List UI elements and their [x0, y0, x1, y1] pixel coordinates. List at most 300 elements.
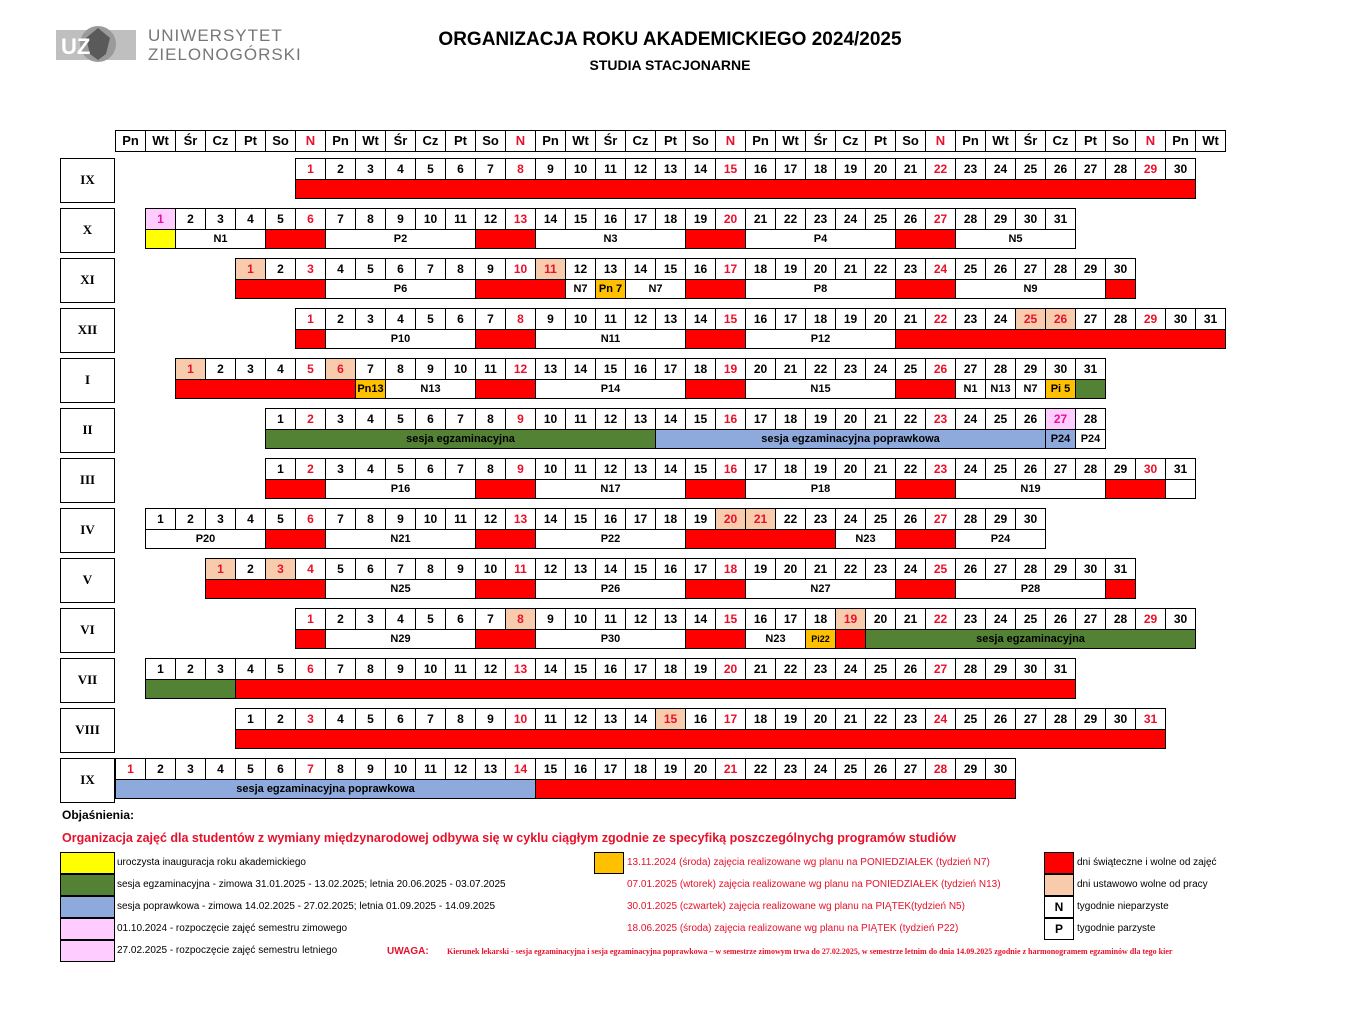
day-cell: 13 [595, 708, 626, 730]
day-cell: 19 [805, 408, 836, 430]
period-bar-blank [685, 479, 746, 499]
day-cell: 26 [1015, 458, 1046, 480]
day-cell: 4 [235, 208, 266, 230]
weekday-header: So [265, 130, 296, 152]
day-cell: 17 [625, 508, 656, 530]
day-cell: 18 [655, 658, 686, 680]
day-cell: 1 [265, 458, 296, 480]
day-cell: 23 [925, 408, 956, 430]
period-bar-blank [1075, 379, 1106, 399]
day-cell: 28 [1015, 558, 1046, 580]
day-cell: 10 [535, 458, 566, 480]
day-cell: 20 [865, 158, 896, 180]
period-bar: N7 [1015, 379, 1046, 399]
weekday-header: Wt [145, 130, 176, 152]
day-cell: 13 [565, 558, 596, 580]
day-cell: 11 [445, 208, 476, 230]
day-cell: 26 [985, 708, 1016, 730]
period-bar: N13 [985, 379, 1016, 399]
day-cell: 14 [565, 358, 596, 380]
day-cell: 20 [685, 758, 716, 780]
day-cell: 30 [1045, 358, 1076, 380]
day-cell: 3 [205, 508, 236, 530]
period-bar-blank [475, 629, 536, 649]
period-bar-blank [685, 579, 746, 599]
day-cell: 15 [685, 408, 716, 430]
day-cell: 25 [985, 458, 1016, 480]
day-cell: 12 [625, 308, 656, 330]
period-bar: P20 [145, 529, 266, 549]
day-cell: 1 [295, 308, 326, 330]
weekday-header: Cz [415, 130, 446, 152]
period-bar-blank [265, 229, 326, 249]
day-cell: 17 [715, 258, 746, 280]
day-cell: 2 [265, 708, 296, 730]
day-cell: 7 [445, 408, 476, 430]
period-bar: N7 [625, 279, 686, 299]
weekday-header: Pn [955, 130, 986, 152]
period-bar-blank [895, 379, 956, 399]
period-bar-blank [685, 279, 746, 299]
period-bar-blank [895, 329, 1226, 349]
period-bar-blank [205, 579, 326, 599]
day-cell: 11 [595, 158, 626, 180]
period-bar-blank [145, 679, 236, 699]
weekday-header: Pn [745, 130, 776, 152]
day-cell: 18 [745, 708, 776, 730]
day-cell: 14 [625, 708, 656, 730]
day-cell: 3 [355, 158, 386, 180]
day-cell: 31 [1135, 708, 1166, 730]
period-bar-blank [895, 579, 956, 599]
legend-text: sesja egzaminacyjna - zimowa 31.01.2025 - 13.02.2025; letnia 20.06.2025 - 03.07.2025 [117, 879, 506, 890]
period-bar: P24 [955, 529, 1046, 549]
day-cell: 2 [175, 658, 206, 680]
day-cell: 16 [625, 358, 656, 380]
weekday-header: So [685, 130, 716, 152]
day-cell: 30 [1015, 658, 1046, 680]
day-cell: 1 [145, 208, 176, 230]
day-cell: 25 [835, 758, 866, 780]
day-cell: 19 [745, 558, 776, 580]
day-cell: 18 [715, 558, 746, 580]
day-cell: 24 [895, 558, 926, 580]
day-cell: 23 [805, 208, 836, 230]
period-bar: N3 [535, 229, 686, 249]
day-cell: 5 [355, 258, 386, 280]
period-bar: Pi 5 [1045, 379, 1076, 399]
day-cell: 7 [445, 458, 476, 480]
day-cell: 11 [535, 258, 566, 280]
day-cell: 12 [475, 208, 506, 230]
day-cell: 7 [475, 608, 506, 630]
day-cell: 2 [295, 458, 326, 480]
day-cell: 3 [205, 208, 236, 230]
day-cell: 23 [955, 608, 986, 630]
day-cell: 14 [685, 158, 716, 180]
weekday-header: Pn [325, 130, 356, 152]
weekday-header: So [895, 130, 926, 152]
weekday-header: Cz [205, 130, 236, 152]
day-cell: 19 [685, 658, 716, 680]
day-cell: 7 [415, 258, 446, 280]
weekday-header: Wt [565, 130, 596, 152]
day-cell: 13 [625, 458, 656, 480]
day-cell: 28 [1105, 158, 1136, 180]
day-cell: 27 [1015, 258, 1046, 280]
weekday-header: Wt [355, 130, 386, 152]
day-cell: 6 [415, 408, 446, 430]
day-cell: 11 [415, 758, 446, 780]
day-cell: 21 [745, 208, 776, 230]
period-bar-blank [685, 529, 836, 549]
day-cell: 9 [385, 508, 416, 530]
day-cell: 3 [295, 258, 326, 280]
weekday-header: Cz [625, 130, 656, 152]
day-cell: 4 [355, 458, 386, 480]
period-bar-blank [295, 629, 326, 649]
day-cell: 6 [385, 708, 416, 730]
day-cell: 8 [445, 708, 476, 730]
day-cell: 26 [925, 358, 956, 380]
page-subtitle: STUDIA STACJONARNE [589, 57, 751, 73]
weekday-header: Śr [385, 130, 416, 152]
day-cell: 21 [745, 658, 776, 680]
day-cell: 10 [565, 308, 596, 330]
warning-text: Kierunek lekarski - sesja egzaminacyjna i sesja egzaminacyjna poprawkowa – w semestrze zimowym trwa do 27.02.2025, w semestrze letnim do dnia 14.09.2025 zgodnie z harmonogramem egzaminów dla tego kier [447, 947, 1173, 956]
day-cell: 24 [805, 758, 836, 780]
period-bar: P24 [1075, 429, 1106, 449]
day-cell: 4 [295, 558, 326, 580]
day-cell: 27 [925, 508, 956, 530]
day-cell: 12 [625, 608, 656, 630]
day-cell: 5 [265, 208, 296, 230]
period-bar: sesja egzaminacyjna poprawkowa [655, 429, 1046, 449]
day-cell: 4 [325, 708, 356, 730]
weekday-header: Pt [655, 130, 686, 152]
day-cell: 6 [445, 608, 476, 630]
weekday-header: Wt [985, 130, 1016, 152]
day-cell: 25 [1015, 308, 1046, 330]
day-cell: 20 [805, 708, 836, 730]
day-cell: 1 [265, 408, 296, 430]
period-bar-blank [685, 229, 746, 249]
day-cell: 18 [625, 758, 656, 780]
day-cell: 4 [385, 608, 416, 630]
day-cell: 21 [775, 358, 806, 380]
legend-swatch [60, 918, 115, 940]
day-cell: 2 [325, 608, 356, 630]
day-cell: 16 [595, 658, 626, 680]
period-bar: P14 [535, 379, 686, 399]
period-bar: N23 [745, 629, 806, 649]
weekday-header: Pt [445, 130, 476, 152]
day-cell: 14 [535, 508, 566, 530]
weekday-header: Śr [175, 130, 206, 152]
day-cell: 22 [925, 608, 956, 630]
day-cell: 15 [565, 208, 596, 230]
day-cell: 30 [1105, 708, 1136, 730]
day-cell: 15 [595, 358, 626, 380]
day-cell: 20 [835, 458, 866, 480]
legend-swatch [594, 852, 624, 874]
day-cell: 18 [805, 308, 836, 330]
weekday-header: Wt [1195, 130, 1226, 152]
day-cell: 10 [475, 558, 506, 580]
period-bar: N1 [955, 379, 986, 399]
period-bar-blank [1105, 279, 1136, 299]
day-cell: 25 [925, 558, 956, 580]
day-cell: 8 [355, 658, 386, 680]
day-cell: 26 [955, 558, 986, 580]
day-cell: 4 [265, 358, 296, 380]
day-cell: 24 [835, 658, 866, 680]
day-cell: 4 [385, 308, 416, 330]
day-cell: 20 [715, 208, 746, 230]
period-bar-blank [835, 629, 866, 649]
day-cell: 30 [985, 758, 1016, 780]
day-cell: 23 [955, 308, 986, 330]
day-cell: 25 [955, 708, 986, 730]
weekday-header: Śr [595, 130, 626, 152]
period-bar-blank [295, 329, 326, 349]
period-bar: Pi22 [805, 629, 836, 649]
day-cell: 11 [565, 458, 596, 480]
day-cell: 29 [1135, 608, 1166, 630]
period-bar: P2 [325, 229, 476, 249]
day-cell: 25 [1015, 608, 1046, 630]
day-cell: 16 [595, 208, 626, 230]
legend-swatch [60, 896, 115, 918]
page-title: ORGANIZACJA ROKU AKADEMICKIEGO 2024/2025 [438, 29, 902, 50]
day-cell: 24 [955, 408, 986, 430]
month-label: II [60, 408, 115, 453]
day-cell: 20 [865, 608, 896, 630]
day-cell: 22 [805, 358, 836, 380]
weekday-header: N [505, 130, 536, 152]
day-cell: 8 [355, 508, 386, 530]
legend-text: 07.01.2025 (wtorek) zajęcia realizowane wg planu na PONIEDZIAŁEK (tydzień N13) [627, 879, 1001, 890]
day-cell: 7 [325, 508, 356, 530]
weekday-header: Wt [775, 130, 806, 152]
day-cell: 16 [715, 458, 746, 480]
period-bar-blank [535, 779, 1016, 799]
day-cell: 6 [445, 158, 476, 180]
day-cell: 20 [715, 658, 746, 680]
day-cell: 5 [385, 408, 416, 430]
day-cell: 18 [775, 408, 806, 430]
day-cell: 13 [655, 158, 686, 180]
day-cell: 22 [775, 208, 806, 230]
day-cell: 17 [685, 558, 716, 580]
day-cell: 6 [295, 208, 326, 230]
legend-swatch [1044, 874, 1074, 896]
day-cell: 8 [475, 458, 506, 480]
day-cell: 14 [655, 408, 686, 430]
day-cell: 22 [775, 508, 806, 530]
day-cell: 11 [595, 608, 626, 630]
day-cell: 8 [475, 408, 506, 430]
day-cell: 1 [145, 658, 176, 680]
day-cell: 14 [535, 658, 566, 680]
day-cell: 7 [475, 158, 506, 180]
day-cell: 9 [385, 208, 416, 230]
day-cell: 9 [475, 258, 506, 280]
day-cell: 25 [895, 358, 926, 380]
period-bar: P26 [535, 579, 686, 599]
day-cell: 9 [535, 308, 566, 330]
day-cell: 28 [1045, 258, 1076, 280]
day-cell: 1 [205, 558, 236, 580]
legend-swatch: P [1044, 918, 1074, 940]
day-cell: 14 [625, 258, 656, 280]
month-label: I [60, 358, 115, 403]
month-label: XII [60, 308, 115, 353]
day-cell: 28 [955, 208, 986, 230]
period-bar: Pn 7 [595, 279, 626, 299]
day-cell: 1 [145, 508, 176, 530]
day-cell: 3 [295, 708, 326, 730]
day-cell: 16 [745, 608, 776, 630]
day-cell: 22 [925, 158, 956, 180]
day-cell: 28 [1045, 708, 1076, 730]
day-cell: 17 [625, 208, 656, 230]
day-cell: 23 [895, 708, 926, 730]
day-cell: 18 [655, 508, 686, 530]
month-label: V [60, 558, 115, 603]
day-cell: 6 [265, 758, 296, 780]
day-cell: 5 [415, 608, 446, 630]
period-bar-blank [895, 529, 956, 549]
day-cell: 21 [805, 558, 836, 580]
day-cell: 27 [955, 358, 986, 380]
day-cell: 12 [475, 658, 506, 680]
day-cell: 18 [775, 458, 806, 480]
period-bar: N13 [385, 379, 476, 399]
period-bar: N21 [325, 529, 476, 549]
day-cell: 12 [565, 708, 596, 730]
day-cell: 13 [475, 758, 506, 780]
day-cell: 9 [355, 758, 386, 780]
day-cell: 19 [805, 458, 836, 480]
legend-text: uroczysta inauguracja roku akademickiego [117, 857, 306, 868]
day-cell: 10 [445, 358, 476, 380]
period-bar: N17 [535, 479, 686, 499]
day-cell: 21 [835, 258, 866, 280]
day-cell: 26 [1015, 408, 1046, 430]
day-cell: 29 [1135, 308, 1166, 330]
day-cell: 15 [655, 708, 686, 730]
day-cell: 14 [685, 308, 716, 330]
day-cell: 15 [565, 508, 596, 530]
period-bar-blank [235, 279, 326, 299]
weekday-header: N [715, 130, 746, 152]
day-cell: 27 [1015, 708, 1046, 730]
day-cell: 2 [295, 408, 326, 430]
period-bar: Pn13 [355, 379, 386, 399]
day-cell: 10 [565, 158, 596, 180]
period-bar-blank [1105, 579, 1136, 599]
day-cell: 1 [175, 358, 206, 380]
day-cell: 10 [505, 258, 536, 280]
period-bar: P4 [745, 229, 896, 249]
period-bar-blank [475, 279, 566, 299]
day-cell: 21 [715, 758, 746, 780]
period-bar: P18 [745, 479, 896, 499]
day-cell: 21 [835, 708, 866, 730]
day-cell: 1 [235, 708, 266, 730]
day-cell: 14 [655, 458, 686, 480]
legend-swatch: N [1044, 896, 1074, 918]
day-cell: 23 [895, 258, 926, 280]
day-cell: 28 [1105, 308, 1136, 330]
day-cell: 21 [895, 158, 926, 180]
day-cell: 4 [235, 658, 266, 680]
day-cell: 9 [505, 408, 536, 430]
day-cell: 27 [925, 658, 956, 680]
period-bar-blank [685, 379, 746, 399]
day-cell: 6 [445, 308, 476, 330]
period-bar: N23 [835, 529, 896, 549]
day-cell: 22 [775, 658, 806, 680]
day-cell: 17 [715, 708, 746, 730]
period-bar-blank [685, 329, 746, 349]
month-label: IV [60, 508, 115, 553]
period-bar-blank [475, 229, 536, 249]
day-cell: 22 [745, 758, 776, 780]
day-cell: 11 [595, 308, 626, 330]
month-label: VIII [60, 708, 115, 753]
day-cell: 11 [475, 358, 506, 380]
day-cell: 28 [955, 508, 986, 530]
day-cell: 2 [325, 158, 356, 180]
day-cell: 13 [595, 258, 626, 280]
weekday-header: Cz [835, 130, 866, 152]
day-cell: 23 [925, 458, 956, 480]
day-cell: 13 [505, 208, 536, 230]
day-cell: 12 [475, 508, 506, 530]
day-cell: 28 [985, 358, 1016, 380]
period-bar-blank [1105, 479, 1166, 499]
day-cell: 31 [1045, 208, 1076, 230]
day-cell: 6 [415, 458, 446, 480]
day-cell: 6 [355, 558, 386, 580]
day-cell: 17 [595, 758, 626, 780]
period-bar-blank [175, 379, 356, 399]
day-cell: 31 [1075, 358, 1106, 380]
period-bar: N1 [175, 229, 266, 249]
day-cell: 7 [295, 758, 326, 780]
day-cell: 26 [1045, 608, 1076, 630]
day-cell: 7 [385, 558, 416, 580]
day-cell: 6 [295, 508, 326, 530]
legend-text: sesja poprawkowa - zimowa 14.02.2025 - 27.02.2025; letnia 01.09.2025 - 14.09.2025 [117, 901, 496, 912]
period-bar-blank [295, 179, 1196, 199]
legend-heading: Objaśnienia: [62, 808, 135, 822]
day-cell: 27 [985, 558, 1016, 580]
day-cell: 24 [865, 358, 896, 380]
day-cell: 7 [325, 658, 356, 680]
day-cell: 20 [835, 408, 866, 430]
day-cell: 29 [985, 208, 1016, 230]
day-cell: 29 [1135, 158, 1166, 180]
university-line1: UNIWERSYTET [148, 26, 283, 45]
legend-swatch [1044, 852, 1074, 874]
day-cell: 19 [835, 308, 866, 330]
day-cell: 25 [985, 408, 1016, 430]
day-cell: 30 [1165, 158, 1196, 180]
day-cell: 3 [355, 608, 386, 630]
